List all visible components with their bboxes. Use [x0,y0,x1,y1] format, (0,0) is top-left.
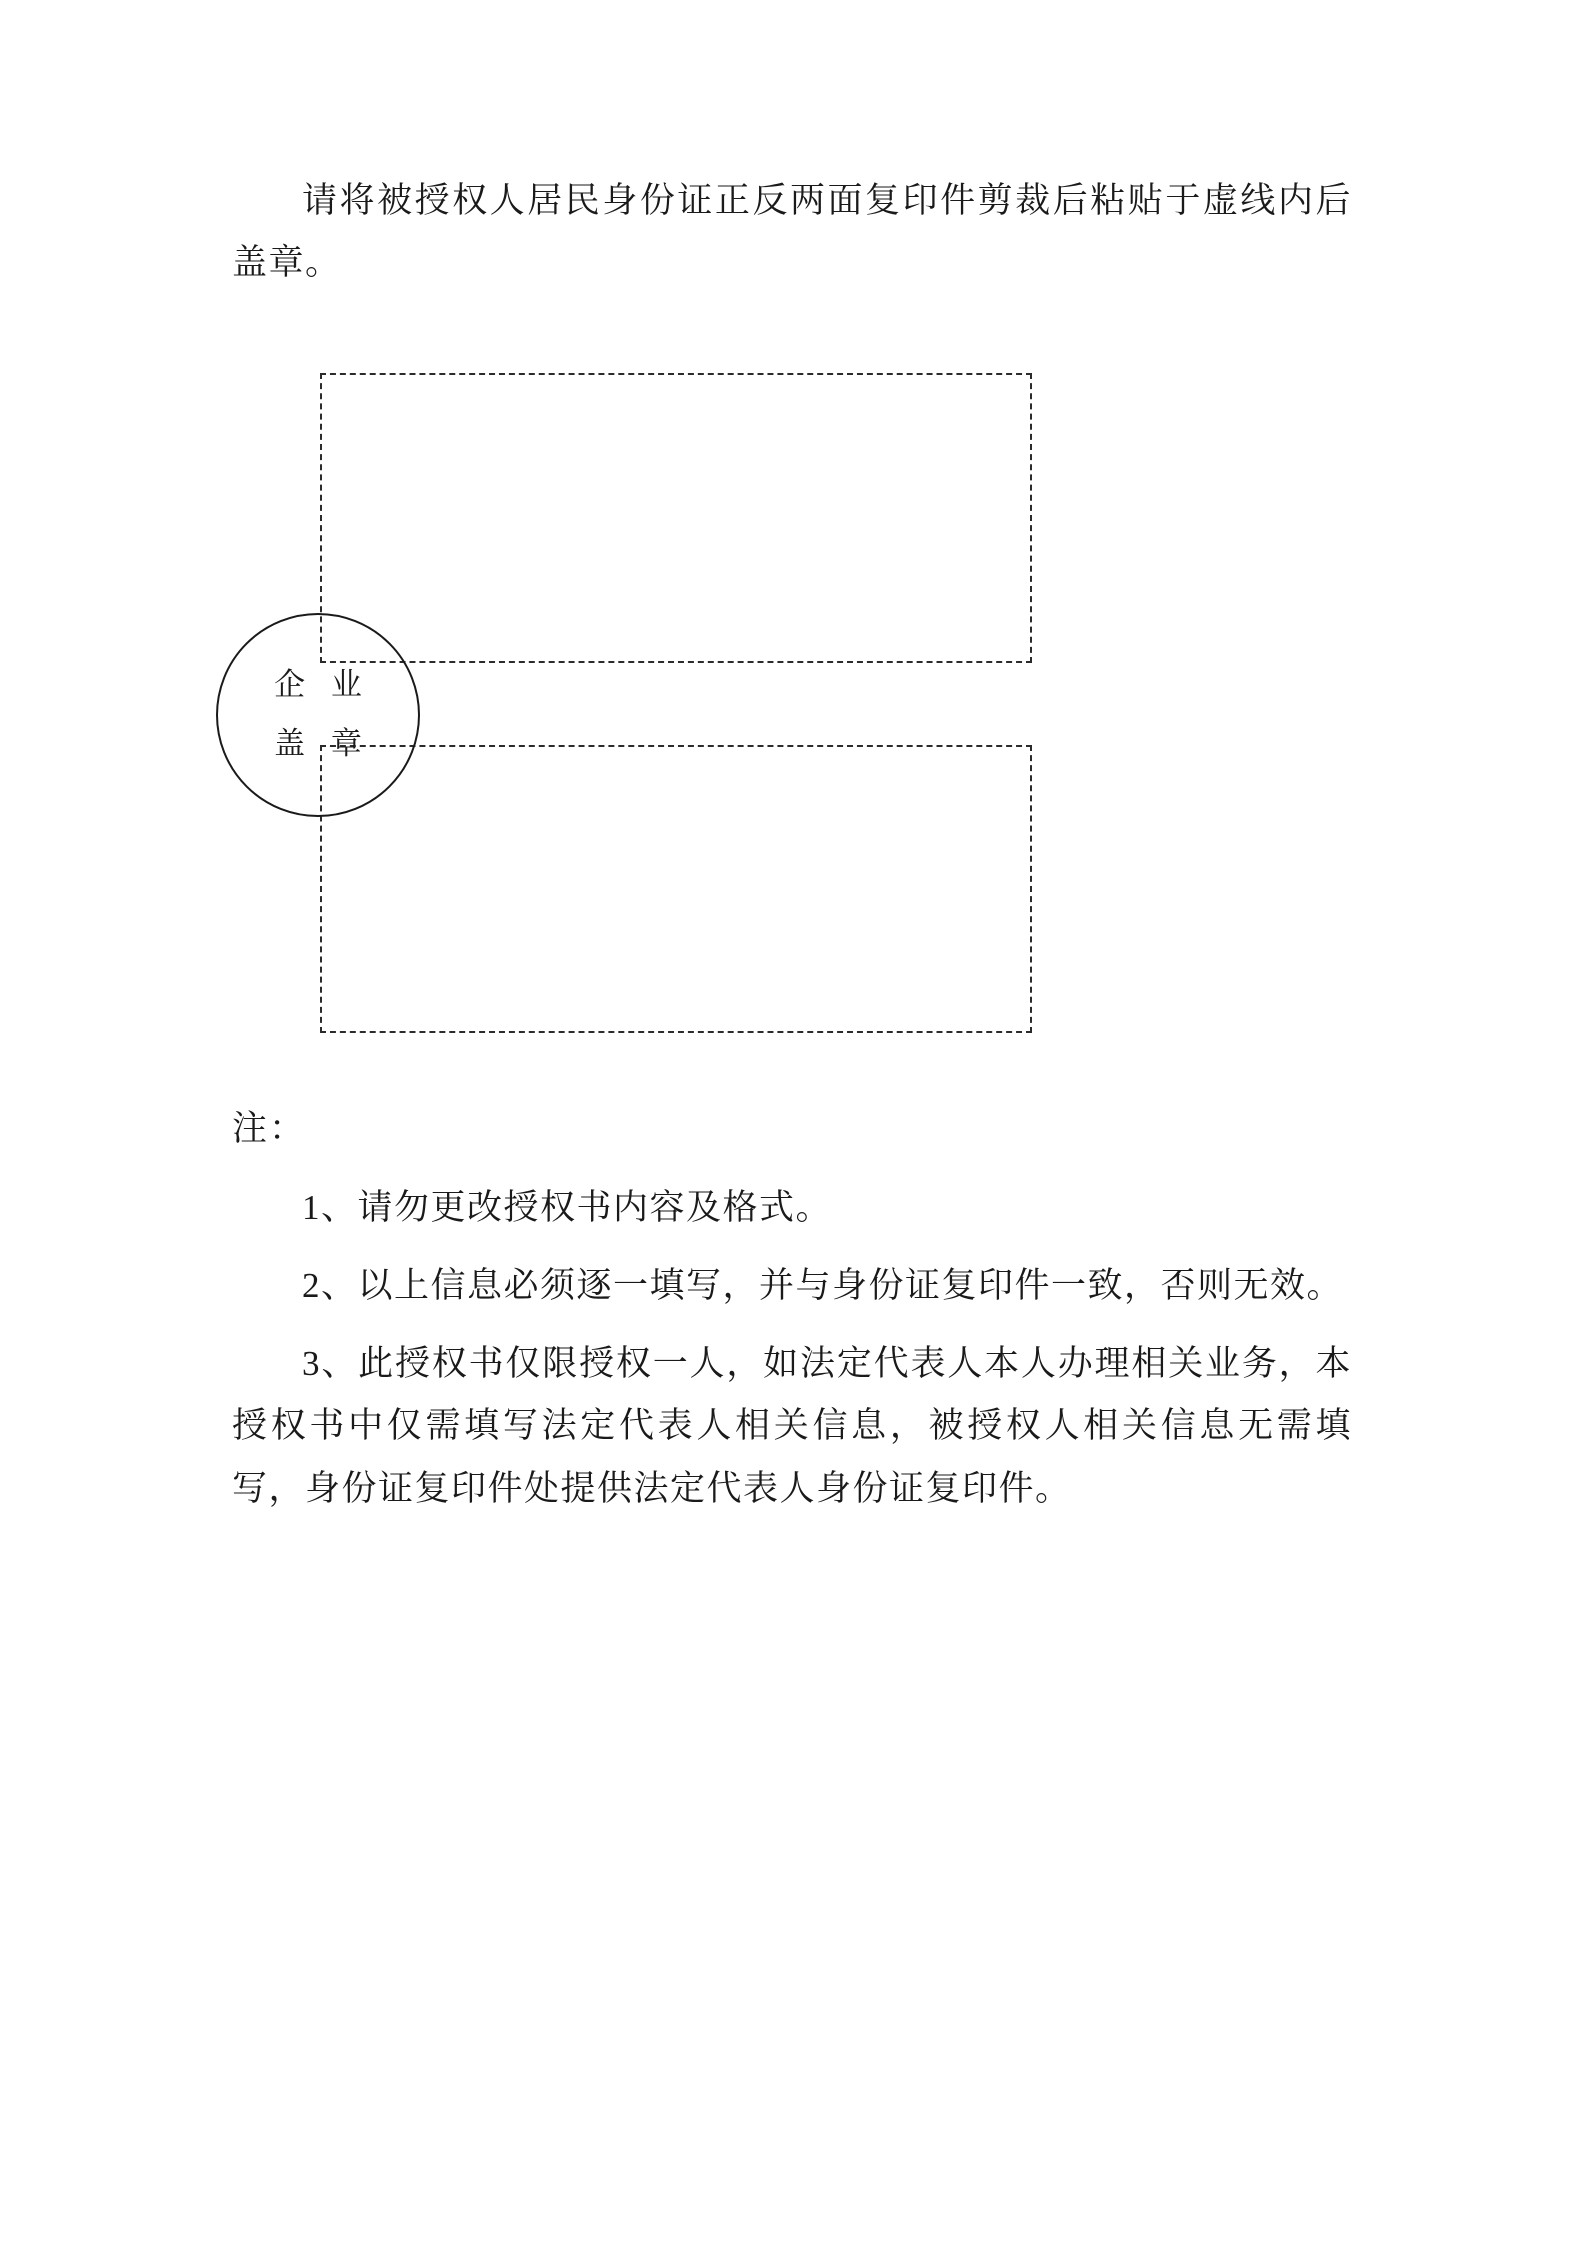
instruction-paragraph: 请将被授权人居民身份证正反两面复印件剪裁后粘贴于虚线内后盖章。 [232,181,1352,283]
notes-title: 注： [232,1108,307,1148]
company-seal-line-2: 盖 章 [274,725,371,761]
id-card-paste-area [232,373,1352,1033]
notes-section [232,1101,1352,1520]
id-card-back-paste-box [320,745,1032,1033]
company-seal-line-1: 企 业 [274,666,371,702]
note-item-2: 2、以上信息必须逐一填写，并与身份证复印件一致，否则无效。 [302,1265,1344,1305]
document-content [232,170,1352,1536]
note-item-3: 3、此授权书仅限授权一人，如法定代表人本人办理相关业务，本授权书中仅需填写法定代表人相关信息，被授权人相关信息无需填写，身份证复印件处提供法定代表人身份证复印件。 [232,1344,1352,1508]
id-card-front-paste-box [320,373,1032,663]
note-item-1: 1、请勿更改授权书内容及格式。 [302,1187,833,1227]
company-seal-circle [216,613,420,817]
